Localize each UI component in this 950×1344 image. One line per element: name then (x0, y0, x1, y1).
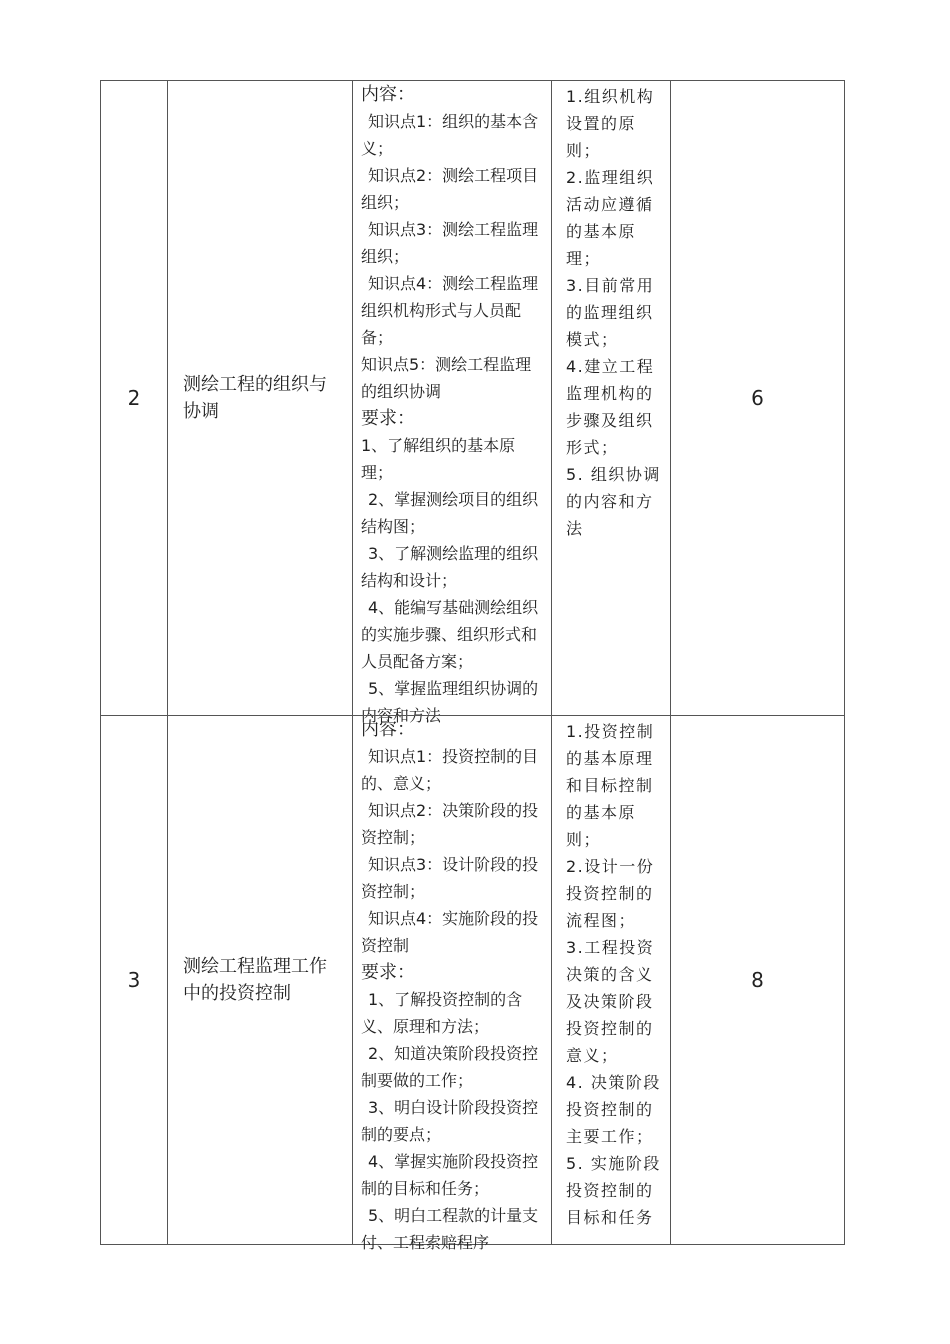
requirement-item: 5、明白工程款的计量支付、工程索赔程序 (361, 1206, 539, 1252)
requirements-heading: 要求： (361, 962, 415, 983)
topic-cell (168, 81, 353, 715)
requirement-item: 5、掌握监理组织协调的内容和方法 (361, 679, 539, 725)
requirement-item: 4、掌握实施阶段投资控制的目标和任务； (361, 1152, 539, 1198)
knowledge-point: 知识点2：测绘工程项目组织； (361, 166, 539, 212)
topic-text: 测绘工程监理工作中的投资控制 (183, 956, 327, 1004)
requirement-item: 3、了解测绘监理的组织结构和设计； (361, 544, 539, 590)
requirements-heading: 要求： (361, 408, 415, 429)
focus-cell (552, 81, 671, 715)
focus-item: 4. 决策阶段投资控制的主要工作； (566, 1073, 661, 1146)
focus-item: 5. 实施阶段投资控制的目标和任务 (566, 1154, 661, 1227)
requirement-item: 3、明白设计阶段投资控制的要点； (361, 1098, 539, 1144)
content-cell (353, 716, 552, 1252)
requirement-item: 1、了解投资控制的含义、原理和方法； (361, 990, 523, 1036)
focus-item: 3.目前常用的监理组织模式； (566, 276, 655, 349)
knowledge-point: 知识点1：投资控制的目的、意义； (361, 747, 539, 793)
focus-item: 3.工程投资决策的含义及决策阶段投资控制的意义； (566, 938, 655, 1065)
requirement-item: 2、掌握测绘项目的组织结构图； (361, 490, 539, 536)
knowledge-point: 知识点3：测绘工程监理组织； (361, 220, 539, 266)
table-row (100, 80, 845, 725)
knowledge-point: 知识点1：组织的基本含义； (361, 112, 539, 158)
content-heading: 内容： (361, 84, 415, 105)
focus-item: 1.组织机构设置的原则； (566, 87, 655, 160)
content-heading: 内容： (361, 719, 415, 740)
topic-text: 测绘工程的组织与协调 (183, 374, 327, 422)
knowledge-point: 知识点3：设计阶段的投资控制； (361, 855, 539, 901)
row-number: 3 (101, 716, 168, 1244)
row-number: 2 (101, 81, 168, 715)
knowledge-point: 知识点4：实施阶段的投资控制 (361, 909, 539, 955)
content-cell (353, 81, 552, 725)
focus-item: 5. 组织协调的内容和方法 (566, 465, 661, 538)
requirement-item: 4、能编写基础测绘组织的实施步骤、组织形式和人员配备方案； (361, 598, 539, 671)
knowledge-point: 知识点2：决策阶段的投资控制； (361, 801, 539, 847)
requirement-item: 1、了解组织的基本原理； (361, 436, 516, 482)
knowledge-point: 知识点4：测绘工程监理组织机构形式与人员配备； (361, 274, 539, 347)
hours-cell: 6 (751, 386, 764, 410)
table-row (100, 715, 845, 1252)
hours-cell: 8 (751, 968, 764, 992)
requirement-item: 2、知道决策阶段投资控制要做的工作； (361, 1044, 539, 1090)
knowledge-point: 知识点5：测绘工程监理的组织协调 (361, 355, 532, 401)
topic-cell (168, 716, 353, 1244)
focus-item: 4.建立工程监理机构的步骤及组织形式； (566, 357, 655, 457)
focus-item: 2.监理组织活动应遵循的基本原理； (566, 168, 655, 268)
course-table (100, 80, 845, 1252)
focus-cell (552, 716, 671, 1244)
focus-item: 2.设计一份投资控制的流程图； (566, 857, 655, 930)
focus-item: 1.投资控制的基本原理和目标控制的基本原则； (566, 722, 655, 849)
